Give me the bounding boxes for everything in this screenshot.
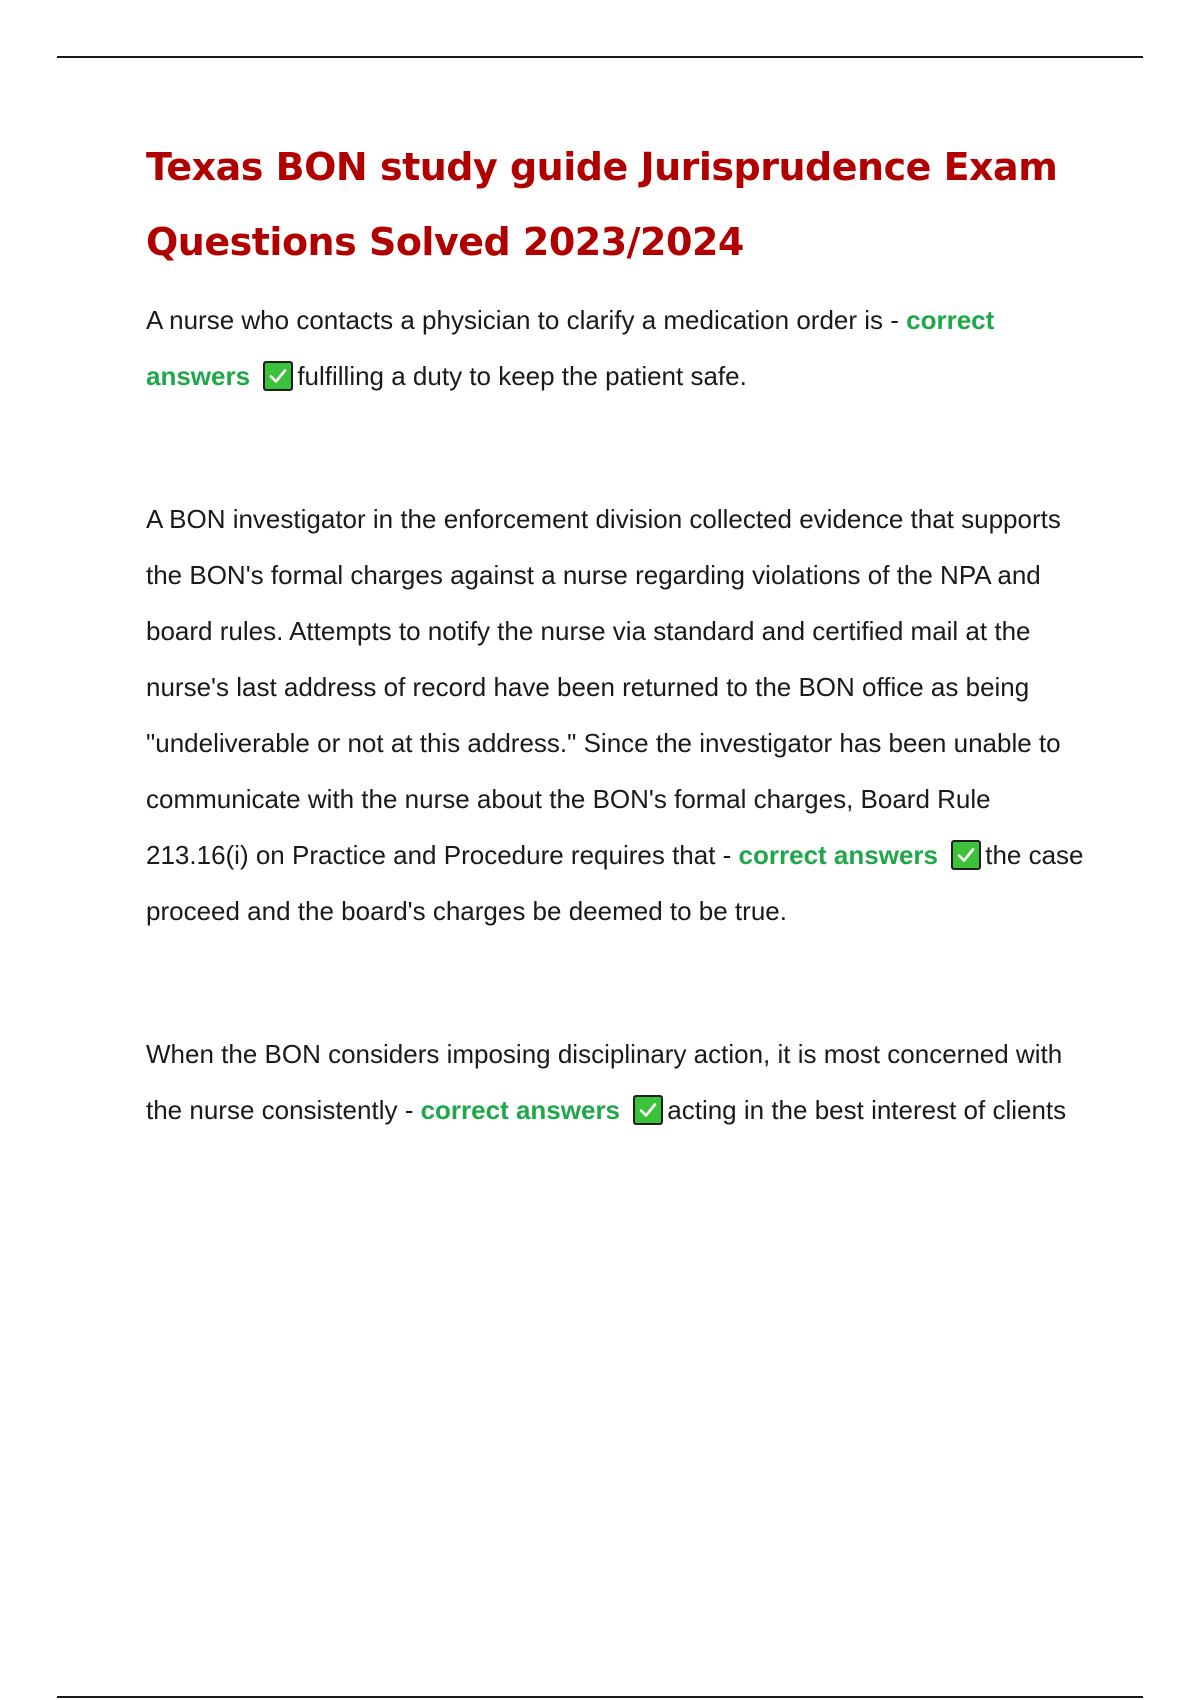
question-prompt: A BON investigator in the enforcement division collected evidence that supports the BON's formal charges against a nurse regarding violations of the NPA and board rules. Attempts to notify the nurse via standard and certified mail at the nurse's last address of record have been returned to the BON office as being "undeliverable or not at this address." Since the investigator has been unable to communicate with the nurse about the BON's formal charges, Board Rule 213.16(i) on Practice and Procedure requires that - <box>146 504 1061 870</box>
question-prompt: When the BON considers imposing disciplinary action, it is most concerned with the nurse consistently - <box>146 1039 1063 1125</box>
answer-text: fulfilling a duty to keep the patient safe. <box>297 361 747 391</box>
top-rule <box>57 56 1143 58</box>
question-1 <box>146 292 1086 404</box>
check-mark-icon <box>263 361 293 391</box>
question-2 <box>146 491 1086 939</box>
answer-label: correct answers <box>146 305 995 391</box>
answer-label: correct answers <box>420 1095 621 1125</box>
check-mark-icon <box>951 840 981 870</box>
question-prompt: A nurse who contacts a physician to clarify a medication order is - <box>146 305 907 335</box>
question-3 <box>146 1026 1086 1138</box>
document-body <box>146 130 1086 1138</box>
bottom-rule <box>57 1696 1143 1698</box>
answer-text: acting in the best interest of clients <box>667 1095 1067 1125</box>
answer-text: the case proceed and the board's charges be deemed to be true. <box>146 840 1084 926</box>
check-mark-icon <box>633 1095 663 1125</box>
answer-label: correct answers <box>738 840 938 870</box>
document-title: Texas BON study guide Jurisprudence Exam Questions Solved 2023/2024 <box>146 145 1058 264</box>
